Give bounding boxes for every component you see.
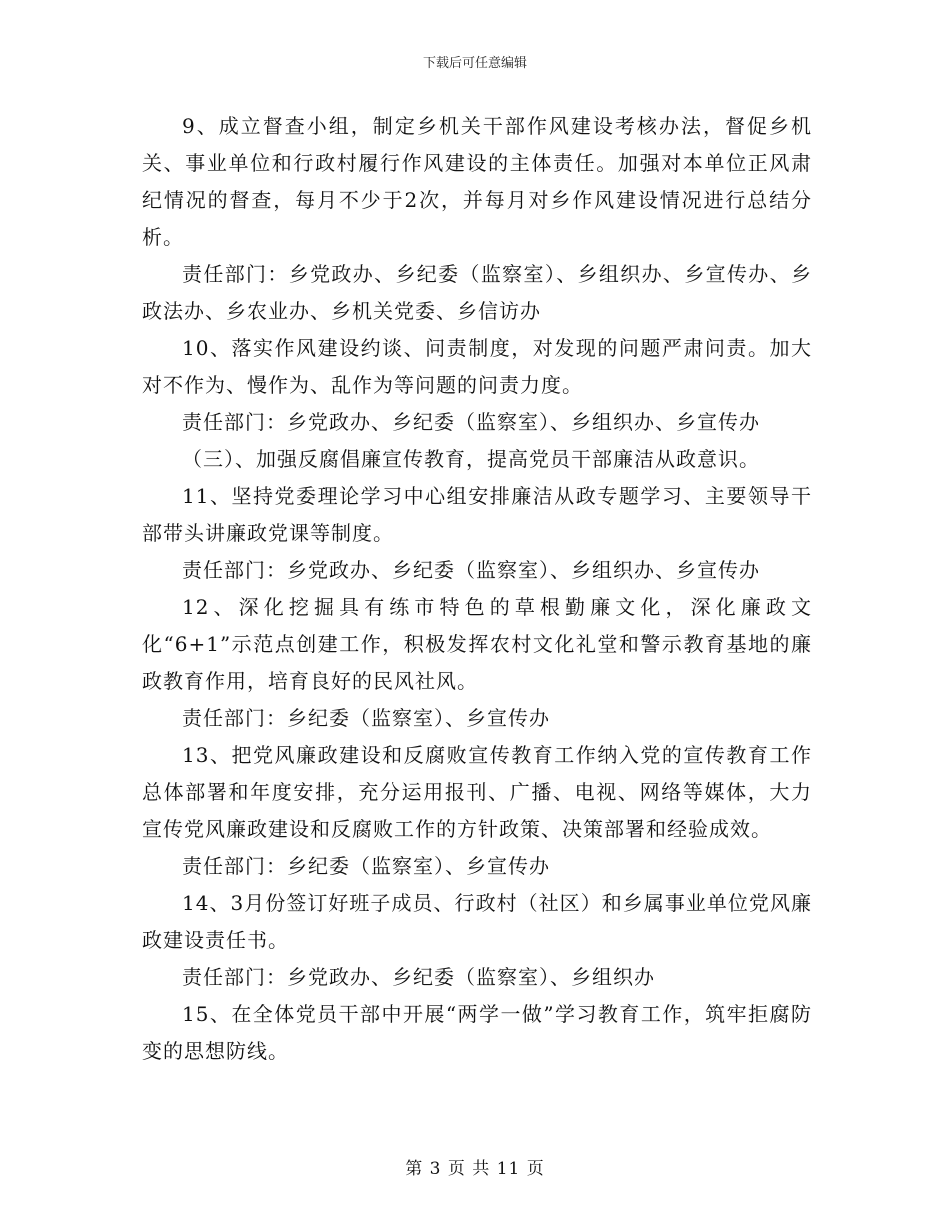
responsible-dept: 责任部门：乡党政办、乡纪委（监察室）、乡组织办、乡宣传办、乡政法办、乡农业办、乡机关党委、乡信访办 [142,262,812,323]
paragraph-12: 12、深化挖掘具有练市特色的草根勤廉文化，深化廉政文化“6+1”示范点创建工作，积极发挥农村文化礼堂和警示教育基地的廉政教育作用，培育良好的民风社风。 [142,595,812,693]
responsible-dept: 责任部门：乡党政办、乡纪委（监察室）、乡组织办、乡宣传办 [182,558,760,582]
responsible-dept: 责任部门：乡党政办、乡纪委（监察室）、乡组织办、乡宣传办 [182,410,760,434]
paragraph-11: 11、坚持党委理论学习中心组安排廉洁从政专题学习、主要领导干部带头讲廉政党课等制度。 [142,484,812,545]
section-heading-3: （三）、加强反腐倡廉宣传教育，提高党员干部廉洁从政意识。 [182,447,760,471]
responsible-dept: 责任部门：乡纪委（监察室）、乡宣传办 [182,854,550,878]
paragraph-14: 14、3月份签订好班子成员、行政村（社区）和乡属事业单位党风廉政建设责任书。 [142,891,812,952]
document-body [142,108,812,1070]
paragraph-13: 13、把党风廉政建设和反腐败宣传教育工作纳入党的宣传教育工作总体部署和年度安排，充分运用报刊、广播、电视、网络等媒体，大力宣传党风廉政建设和反腐败工作的方针政策、决策部署和经验成效。 [142,743,812,841]
paragraph-15: 15、在全体党员干部中开展“两学一做”学习教育工作，筑牢拒腐防变的思想防线。 [142,1002,812,1063]
responsible-dept: 责任部门：乡纪委（监察室）、乡宣传办 [182,706,550,730]
responsible-dept: 责任部门：乡党政办、乡纪委（监察室）、乡组织办 [182,965,655,989]
page-footer: 第 3 页 共 11 页 [405,1159,545,1179]
page-header: 下载后可任意编辑 [422,56,527,71]
paragraph-9: 9、成立督查小组，制定乡机关干部作风建设考核办法，督促乡机关、事业单位和行政村履行作风建设的主体责任。加强对本单位正风肃纪情况的督查，每月不少于2次，并每月对乡作风建设情况进行总结分析。 [142,114,812,249]
paragraph-10: 10、落实作风建设约谈、问责制度，对发现的问题严肃问责。加大对不作为、慢作为、乱作为等问题的问责力度。 [142,336,812,397]
